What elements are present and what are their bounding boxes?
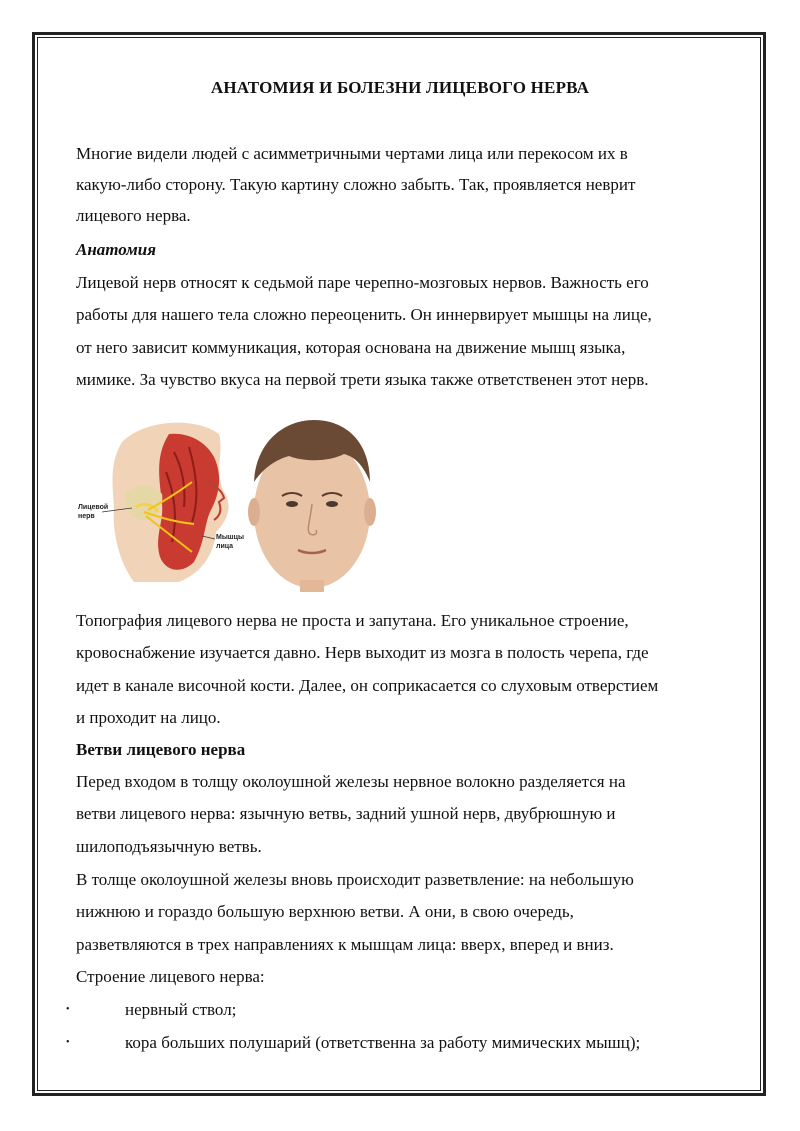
branches-heading: Ветви лицевого нерва [76, 740, 246, 759]
label-facial-nerve-2: нерв [78, 513, 95, 520]
intro-line-2: какую-либо сторону. Такую картину сложно забыть. Так, проявляется неврит [76, 175, 636, 194]
anatomy-line-2: работы для нашего тела сложно переоценить. Он иннервирует мышцы на лице, [76, 305, 652, 324]
branches-line-6: разветвляются в трех направлениях к мышцам лица: вверх, вперед и вниз. [76, 935, 614, 954]
facial-nerve-illustration [74, 412, 384, 592]
branches-line-1: Перед входом в толщу околоушной железы нервное волокно разделяется на [76, 772, 626, 791]
intro-line-1: Многие видели людей с асимметричными чертами лица или перекосом их в [76, 144, 628, 163]
branches-line-3: шилоподъязычную ветвь. [76, 837, 262, 856]
portrait-face-image [248, 420, 376, 592]
branches-line-7: Строение лицевого нерва: [76, 967, 265, 986]
label-facial-muscles: Мышцы [216, 534, 244, 541]
document-title: АНАТОМИЯ И БОЛЕЗНИ ЛИЦЕВОГО НЕРВА [210, 78, 590, 97]
branches-line-5: нижнюю и гораздо большую верхнюю ветви. А они, в свою очередь, [76, 902, 574, 921]
topography-line-4: и проходит на лицо. [76, 708, 221, 727]
topography-line-2: кровоснабжение изучается давно. Нерв выходит из мозга в полость черепа, где [76, 643, 649, 662]
intro-line-3: лицевого нерва. [76, 206, 191, 225]
list-item-2: кора больших полушарий (ответственна за работу мимических мышц); [125, 1033, 641, 1052]
label-facial-nerve: Лицевой [78, 504, 109, 511]
topography-line-1: Топография лицевого нерва не проста и запутана. Его уникальное строение, [76, 611, 629, 630]
anatomy-line-1: Лицевой нерв относят к седьмой паре черепно-мозговых нервов. Важность его [76, 273, 649, 292]
list-item-1: нервный ствол; [125, 1000, 237, 1019]
branches-line-2: ветви лицевого нерва: язычную ветвь, задний ушной нерв, двубрюшную и [76, 804, 616, 823]
anatomy-line-3: от него зависит коммуникация, которая основана на движение мышц языка, [76, 338, 626, 357]
list-bullet-1: • [66, 1004, 70, 1015]
anatomy-heading: Анатомия [76, 240, 156, 259]
topography-line-3: идет в канале височной кости. Далее, он соприкасается со слуховым отверстием [76, 676, 659, 695]
list-bullet-2: • [66, 1037, 70, 1048]
branches-line-4: В толще околоушной железы вновь происходит разветвление: на небольшую [76, 870, 634, 889]
label-facial-muscles-2: лица [216, 543, 234, 550]
anatomy-line-4: мимике. За чувство вкуса на первой трети языка также ответственен этот нерв. [76, 370, 649, 389]
anatomy-head-image [112, 423, 228, 582]
